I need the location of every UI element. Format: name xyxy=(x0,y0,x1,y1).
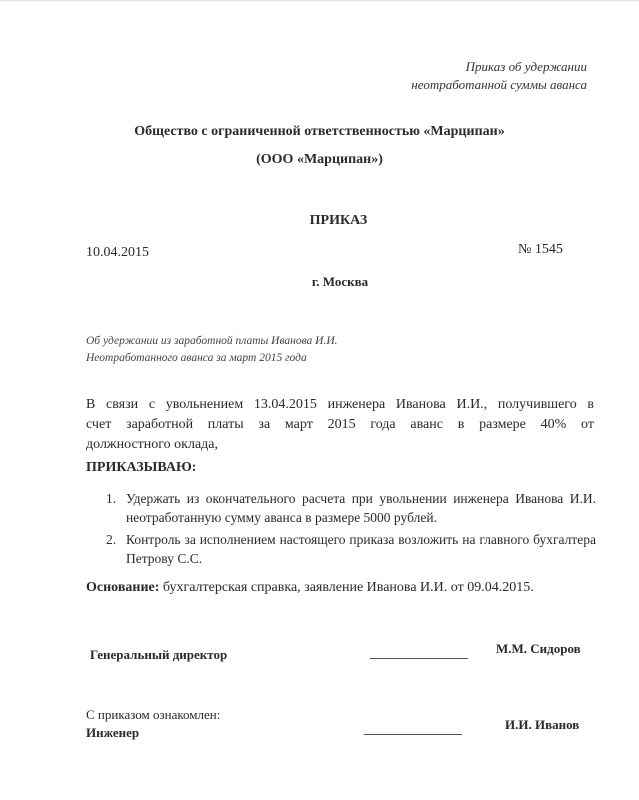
preamble-line1: В связи с увольнением 13.04.2015 инженера Иванова И.И., получившего в xyxy=(86,397,594,412)
organization-full-name: Общество с ограниченной ответственностью «Марципан» xyxy=(134,124,505,139)
header-note-line2: неотработанной суммы аванса xyxy=(411,77,587,92)
employee-role: Инженер xyxy=(86,725,140,740)
scan-edge xyxy=(0,0,639,2)
header-note-line1: Приказ об удержании xyxy=(465,59,587,74)
order-list xyxy=(106,489,596,571)
document-title: ПРИКАЗ xyxy=(309,213,368,228)
basis-text: бухгалтерская справка, заявление Иванова И.И. от 09.04.2015. xyxy=(159,580,534,595)
preamble-line2: счет заработной платы за март 2015 года аванс в размере 40% от xyxy=(86,417,594,432)
document-subject xyxy=(86,333,338,367)
director-title: Генеральный директор xyxy=(90,647,228,662)
document-date: 10.04.2015 xyxy=(86,245,149,260)
basis-line xyxy=(86,580,534,596)
director-name: М.М. Сидоров xyxy=(496,641,581,656)
basis-label: Основание: xyxy=(86,580,160,595)
order-item-number: 1. xyxy=(106,491,117,506)
subject-line2: Неотработанного аванса за март 2015 года xyxy=(86,352,307,364)
order-item-number: 2. xyxy=(106,532,117,547)
acknowledgement-label: С приказом ознакомлен: xyxy=(86,707,221,722)
order-item xyxy=(106,489,596,527)
organization-short-name: (ООО «Марципан») xyxy=(256,152,383,167)
subject-line1: Об удержании из заработной платы Иванова И.И. xyxy=(86,335,338,347)
order-item xyxy=(106,530,596,568)
order-item-text: Контроль за исполнением настоящего приказа возложить на главного бухгалтера Петрову С.С. xyxy=(126,532,596,566)
order-heading: ПРИКАЗЫВАЮ: xyxy=(86,460,197,475)
document-number: № 1545 xyxy=(518,242,563,257)
employee-signature-line xyxy=(364,734,462,735)
document-city: г. Москва xyxy=(311,274,369,289)
preamble-paragraph xyxy=(86,395,594,455)
order-item-text: Удержать из окончательного расчета при увольнении инженера Иванова И.И. неотработанную сумму аванса в размере 5000 рублей. xyxy=(126,491,596,525)
director-signature-line xyxy=(370,658,468,659)
header-note xyxy=(411,58,587,94)
employee-name: И.И. Иванов xyxy=(505,717,580,732)
preamble-line3: должностного оклада, xyxy=(86,437,218,452)
